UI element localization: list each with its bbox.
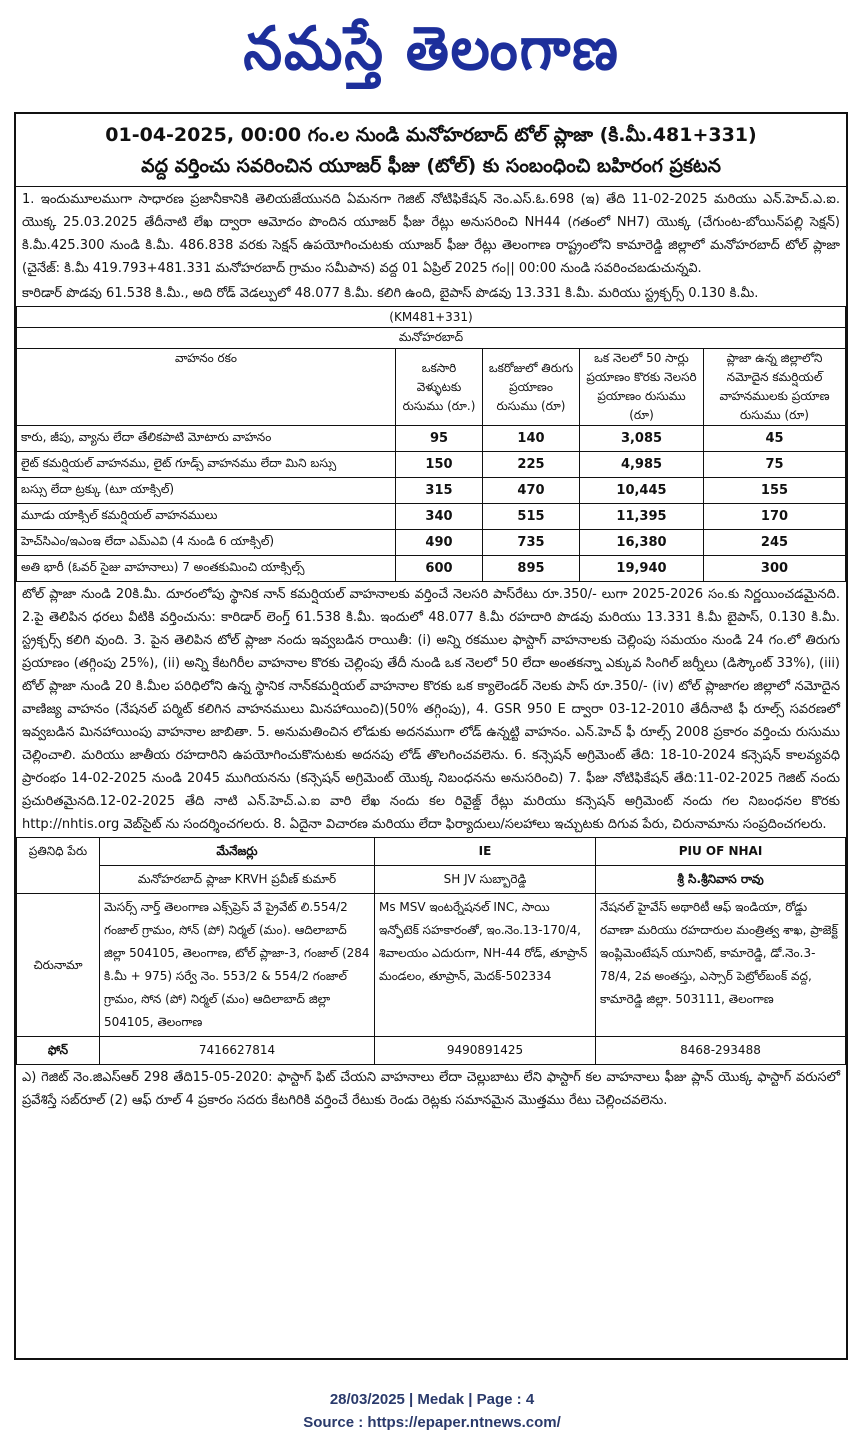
footer-dateline: 28/03/2025 | Medak | Page : 4 xyxy=(329,1391,535,1408)
km-label: (KM481+331) xyxy=(17,307,846,328)
header-ie: IE xyxy=(375,838,596,866)
return-rate-cell: 735 xyxy=(483,530,580,556)
ie-name: SH JV సుబ్బారెడ్డి xyxy=(375,866,596,894)
notice-paragraph-corridor: కారిడార్ పొడవు 61.538 కి.మీ., అది రోడ్ వెడల్పులో 48.077 కి.మీ. కలిగి ఉంది, బైపాస్ పొడవు 13.331 కి.మీ. మరియు స్ట్రక్చర్స్ 0.130 కి.మీ. xyxy=(22,286,759,301)
local-rate-cell: 245 xyxy=(704,530,846,556)
manager-name: మనోహరబాద్ ప్లాజా KRVH ప్రవీణ్ కుమార్ xyxy=(100,866,375,894)
notice-paragraph-2: టోల్ ప్లాజా నుండి 20కి.మీ. దూరంలోపు స్థానిక నాన్ కమర్షియల్ వాహనాలకు వర్తించే నెలసరి పాస్‌రేటు రూ.350/- లుగా 2025-2026 సం.కు నిర్ణయించడమైనది. 2.పై తెలిపిన ధరలు వీటికి వర్తించును: కారిడార్ లెంగ్త్ 61.538 కి.మీ. ఇందులో 48.077 కి.మీ రహదారి పొడవు మరియు 13.331 కి.మీ బైపాస్, 0.130 కి.మీ. స్ట్రక్చర్స్ కలిగి వుంది. 3. పైన తెలిపిన టోల్ ప్లాజా నందు ఇవ్వబడిన రాయితీ: (i) అన్ని రకముల ఫాస్టాగ్ వాహనాలకు చెల్లింపు సమయం నుండి 24 గం.లో తిరుగు ప్రయాణం (తగ్గింపు 25%), (ii) అన్ని కేటగిరీల వాహనాల కొరకు చెల్లింపు తేదీ నుండి ఒక నెలలో 50 లేదా అంతకన్నా ఎక్కువ సింగిల్ జర్నీలు (డిస్కౌంట్ 33%), (iii) టోల్ ప్లాజా నుండి 20 కి.మీల పరిధిలోని ఉన్న స్థానిక నాన్‌కమర్షియల్ వాహనాల కొరకు ఒక క్యాలెండర్ నెలకు పాస్ రూ.350/- (iv) టోల్ ప్లాజాగల జిల్లాలో నమోదైన వాణిజ్య వాహనం (నేషనల్ పర్మిట్ కలిగిన వాహనములు మినహాయించి)(50% తగ్గింపు), 4. GSR 950 E ద్వారా 03-12-2010 తేదీనాటి ఫీ రూల్స్ సవరణలో ఇవ్వబడిన మినహాయింపు వాహనాల జాబితా. 5. అనుమతించిన లోడుకు అదనముగా లోడ్ ఉన్నట్టి వాహనం. ఎన్.హెచ్ ఫీ రూల్స్ 2008 ప్రకారం వర్తించు రుసుము చెల్లించాలి. మరియు జాతీయ రహదారిని ఉపయోగించుకొనుటకు అదనపు లోడ్ తొలగించవలెను. 6. కన్సెషన్ అగ్రిమెంట్ తేది: 18-10-2024 కన్సెషన్ కాలవ్యవధి ప్రారంభం 14-02-2025 నుండి 2045 ముగియనను (కన్సెషన్ అగ్రిమెంట్ యొక్క నిబంధనను అనుసరించి) 7. ఫీజు నోటిఫికేషన్ తేది:11-02-2025 గెజిట్ నందు ప్రచురితమైనది.12-02-2025 తేది నాటి ఎన్.హెచ్.ఎ.ఐ వారి లేఖ నందు కల రివైజ్డ్ రేట్లు మరియు కన్సెషన్ అగ్రిమెంట్ నందు గల నిబంధనల కొరకు http://nhtis.org వెబ్‌సైట్ ను సందర్శించగలరు. 8. ఏదైనా విచారణ మరియు లేదా ఫిర్యాదులు/సలహాలు ఇచ్చుటకు దిగువ పేరు, చిరునామాను సంప్రదించగలరు. xyxy=(22,587,840,832)
table-row xyxy=(17,452,846,478)
single-rate-cell: 340 xyxy=(396,504,483,530)
piu-name: శ్రీ సి.శ్రీనివాస రావు xyxy=(596,866,846,894)
ie-address: Ms MSV ఇంటర్నేషనల్ INC, సాయి ఇన్ఫోటెక్ సహకారంతో, ఇం.నెం.13-170/4, శివాలయం ఎదురుగా, NH-44 రోడ్, తూప్రాన్ మండలం, తూప్రాన్, మెదక్-502334 xyxy=(375,894,596,1037)
single-rate-cell: 600 xyxy=(396,556,483,582)
single-rate-cell: 95 xyxy=(396,426,483,452)
header-managers: మేనేజర్లు xyxy=(100,838,375,866)
monthly-rate-cell: 16,380 xyxy=(580,530,704,556)
notice-footnote: ఎ) గెజిట్ నెం.జిఎస్ఆర్ 298 తేది15-05-2020: ఫాస్టాగ్ ఫిట్ చేయని వాహనాలు లేదా చెల్లుబాటు లేని ఫాస్టాగ్ కల వాహనాలు ఫీజు ప్లాన్ యొక్క ఫాస్టాగ్ వరుసలో ప్రవేశిస్తే సబ్‌రూల్ (2) ఆఫ్ రూల్ 4 ప్రకారం సదరు కేటగిరికి వర్తించే రేటుకు రెండు రెట్లకు సమానమైన మొత్తము రేటు చెల్లించవలెను. xyxy=(22,1070,840,1108)
plaza-label: మనోహరబాద్ xyxy=(17,328,846,349)
piu-phone: 8468-293488 xyxy=(596,1037,846,1065)
local-rate-cell: 75 xyxy=(704,452,846,478)
vehicle-cell: మూడు యాక్సిల్ కమర్షియల్ వాహనములు xyxy=(17,504,396,530)
vehicle-cell: బస్సు లేదా ట్రక్కు (టూ యాక్సిల్) xyxy=(17,478,396,504)
header-piu-nhai: PIU OF NHAI xyxy=(596,838,846,866)
table-row xyxy=(17,504,846,530)
representative-label: ప్రతినిధి పేరు xyxy=(17,838,100,894)
vehicle-cell: లైట్ కమర్షియల్ వాహనము, లైట్ గూడ్స్ వాహనము లేదా మిని బస్సు xyxy=(17,452,396,478)
footer-source: Source : https://epaper.ntnews.com/ xyxy=(303,1414,561,1431)
return-rate-cell: 470 xyxy=(483,478,580,504)
contacts-table xyxy=(16,837,846,1065)
local-rate-cell: 155 xyxy=(704,478,846,504)
return-rate-cell: 895 xyxy=(483,556,580,582)
return-rate-cell: 140 xyxy=(483,426,580,452)
table-row xyxy=(17,556,846,582)
monthly-rate-cell: 3,085 xyxy=(580,426,704,452)
table-row xyxy=(17,530,846,556)
ie-phone: 9490891425 xyxy=(375,1037,596,1065)
toll-rate-table xyxy=(16,306,846,582)
header-vehicle-type: వాహనం రకం xyxy=(17,349,396,426)
local-rate-cell: 170 xyxy=(704,504,846,530)
vehicle-cell: అతి భారీ (ఓవర్ సైజు వాహనాలు) 7 అంతకుమించి యాక్సిల్స్ xyxy=(17,556,396,582)
vehicle-cell: హెచ్‌సిఎం/ఇఎంఇ లేదా ఎమ్ఎవి (4 నుండి 6 యాక్సిల్) xyxy=(17,530,396,556)
header-local-commercial: ప్లాజా ఉన్న జిల్లాలోని నమోదైన కమర్షియల్ వాహనములకు ప్రయాణ రుసుము (రూ) xyxy=(704,349,846,426)
monthly-rate-cell: 4,985 xyxy=(580,452,704,478)
notice-paragraph-1: 1. ఇందుమూలముగా సాధారణ ప్రజానీకానికి తెలియజేయునది ఏమనగా గెజిట్ నోటిఫికేషన్ నెం.ఎస్.ఓ.698 (ఇ) తేది 11-02-2025 మరియు ఎన్.హెచ్.ఎ.ఐ. యొక్క 25.03.2025 తేదీనాటి లేఖ ద్వారా ఆమోదం పొందిన యూజర్ ఫీజు రేట్లు అనుసరించి NH44 (గతంలో NH7) యొక్క (చేగుంట-బోయిన్‌పల్లి సెక్షన్) కి.మీ.425.300 నుండి కి.మీ. 486.838 వరకు సెక్షన్ ఉపయోగించుటకు యూజర్ ఫీజు రేట్లు తెలంగాణ రాష్ట్రంలోని కామారెడ్డి జిల్లాలో మనోహరబాద్ టోల్ ప్లాజా (చైనేజ్: కి.మీ 419.793+481.331 మనోహరబాద్ గ్రామం సమీపాన) వద్ద 01 ఏప్రిల్ 2025 గం|| 00:00 నుండి సవరించబడుచున్నవి. xyxy=(22,192,840,276)
piu-address: నేషనల్ హైవేస్ అథారిటీ ఆఫ్ ఇండియా, రోడ్డు రవాణా మరియు రహదారుల మంత్రిత్వ శాఖ, ప్రాజెక్ట్ ఇంప్లిమెంటేషన్ యూనిట్, కామారెడ్డి, డో.నెం.3-78/4, 2వ అంతస్తు, ఎస్సార్ పెట్రోల్‌బంక్ వద్ద, కామారెడ్డి జిల్లా. 503111, తెలంగాణ xyxy=(596,894,846,1037)
single-rate-cell: 490 xyxy=(396,530,483,556)
monthly-rate-cell: 19,940 xyxy=(580,556,704,582)
header-monthly-pass: ఒక నెలలో 50 సార్లు ప్రయాణం కొరకు నెలసరి ప్రయాణం రుసుము (రూ) xyxy=(580,349,704,426)
notice-title-line2: వద్ద వర్తించు సవరించిన యూజర్ ఫీజు (టోల్) కు సంబంధించి బహిరంగ ప్రకటన xyxy=(141,155,721,177)
table-row xyxy=(17,478,846,504)
notice-heading xyxy=(16,114,846,187)
monthly-rate-cell: 10,445 xyxy=(580,478,704,504)
single-rate-cell: 150 xyxy=(396,452,483,478)
manager-phone: 7416627814 xyxy=(100,1037,375,1065)
header-return-journey: ఒకరోజులో తిరుగు ప్రయాణం రుసుము (రూ) xyxy=(483,349,580,426)
local-rate-cell: 45 xyxy=(704,426,846,452)
phone-label: ఫోన్ xyxy=(17,1037,100,1065)
page-footer xyxy=(0,1388,864,1434)
monthly-rate-cell: 11,395 xyxy=(580,504,704,530)
header-single-journey: ఒకసారి వెళ్ళుటకు రుసుము (రూ.) xyxy=(396,349,483,426)
masthead-title: నమస్తే తెలంగాణ xyxy=(243,14,621,84)
local-rate-cell: 300 xyxy=(704,556,846,582)
vehicle-cell: కారు, జీపు, వ్యాను లేదా తేలికపాటి మోటారు వాహనం xyxy=(17,426,396,452)
public-notice xyxy=(14,112,848,1360)
table-row xyxy=(17,426,846,452)
return-rate-cell: 225 xyxy=(483,452,580,478)
single-rate-cell: 315 xyxy=(396,478,483,504)
manager-address: మెసర్స్ నార్త్ తెలంగాణ ఎక్స్‌ప్రెస్ వే ప్రైవేట్ లి.554/2 గంజాల్ గ్రామం, సోన్ (పో) నిర్మల్ (మం). ఆదిలాబాద్ జిల్లా 504105, తెలంగాణ, టోల్ ప్లాజా-3, గంజాల్ (284 కి.మీ + 975) సర్వే నెం. 553/2 & 554/2 గంజాల్ గ్రామం, సోన (పో) నిర్మల్ (మం) ఆదిలాబాద్ జిల్లా 504105, తెలంగాణ xyxy=(100,894,375,1037)
notice-title-line1: 01-04-2025, 00:00 గం.ల నుండి మనోహరబాద్ టోల్ ప్లాజా (కి.మీ.481+331) xyxy=(105,124,757,146)
return-rate-cell: 515 xyxy=(483,504,580,530)
address-label: చిరునామా xyxy=(17,894,100,1037)
newspaper-masthead xyxy=(0,6,864,92)
